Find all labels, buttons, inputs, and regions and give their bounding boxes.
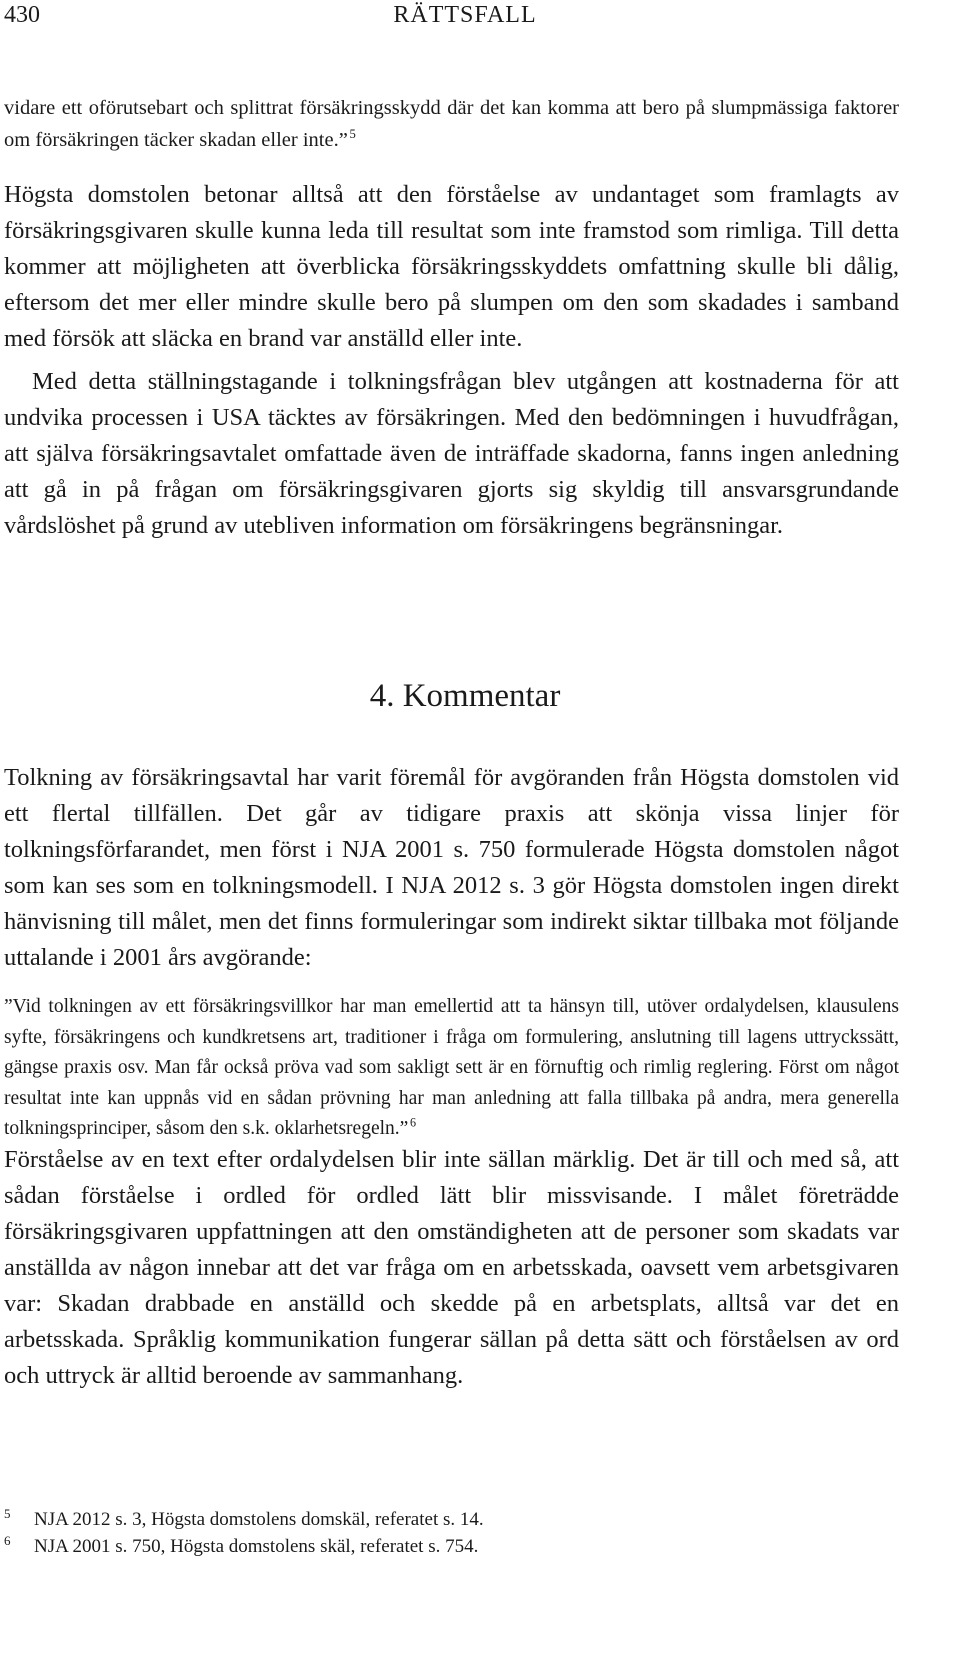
paragraph-2: Med detta ställningstagande i tolkningsfrågan blev utgången att kostnaderna för att undvika processen i USA täcktes av försäkringen. Med den bedömningen i huvudfrågan, att själva försäkringsavtalet omfattade även de inträffade skadorna, fanns ingen anledning att gå in på frågan om försäkringsgivaren gjorts sig skyldig till ansvarsgrundande vårdslöshet på grund av utebliven information om försäkringens begränsningar. xyxy=(4,368,899,539)
paragraph-3: Tolkning av försäkringsavtal har varit föremål för avgöranden från Högsta domstolen vid ett flertal tillfällen. Det går av tidigare praxis att skönja vissa linjer för tolkningsförfarandet, men först i NJA 2001 s. 750 formulerade Högsta domstolen något som kan ses som en tolkningsmodell. I NJA 2012 s. 3 gör Högsta domstolen ingen direkt hänvisning till målet, men det finns formuleringar som indirekt siktar tillbaka mot följande uttalande i 2001 års avgörande: xyxy=(4,764,899,971)
paragraph-4: Förståelse av en text efter ordalydelsen blir inte sällan märklig. Det är till och med så, att sådan förståelse i ordled för ordled lätt blir missvisande. I målet företrädde försäkringsgivaren uppfattningen att den omständigheten att de personer som skadats var anställda av någon innebar att det var fråga om en arbetsskada, oavsett vem arbetsgivaren var: Skadan drabbade en anställd och skedde på en arbetsplats, alltså var det en arbetsskada. Språklig kommunikation fungerar sällan på detta sätt och förståelsen av ord och uttryck är alltid beroende av sammanhang. xyxy=(4,1146,899,1389)
footnote-ref-6: 6 xyxy=(409,1115,416,1130)
lead-paragraph-text: vidare ett oförutsebart och splittrat försäkringsskydd där det kan komma att bero på slumpmässiga faktorer om försäkringen täcker skadan eller inte.” xyxy=(4,97,899,151)
page-header xyxy=(0,0,960,40)
footnote xyxy=(4,1506,899,1533)
footnotes xyxy=(4,1506,899,1560)
footnote-number: 6 xyxy=(4,1533,11,1548)
footnote-text: NJA 2012 s. 3, Högsta domstolens domskäl, referatet s. 14. xyxy=(34,1509,484,1530)
lead-paragraph xyxy=(4,92,899,156)
footnote-number: 5 xyxy=(4,1506,11,1521)
paragraph-1: Högsta domstolen betonar alltså att den förståelse av undantaget som framlagts av försäkringsgivaren skulle kunna leda till resultat som inte framstod som rimliga. Till detta kommer att möjligheten att överblicka försäkringsskyddets omfattning skulle bli dålig, eftersom det mer eller mindre skulle bero på slumpen om den som skadades i samband med försök att släcka en brand var anställd eller inte. xyxy=(4,181,899,352)
page-number: 430 xyxy=(4,2,40,28)
block-quote-text: ”Vid tolkningen av ett försäkringsvillkor har man emellertid att ta hänsyn till, utöver ordalydelsen, klausulens syfte, försäkringens och kundkretsens art, traditioner i fråga om formulering, anslutning till lagens uttryckssätt, gängse praxis osv. Man får också pröva vad som sakligt sett är en förnuftig och rimlig reglering. Först om något resultat inte kan uppnås vid en sådan prövning har man anledning att falla tillbaka på andra, mera generella tolkningsprinciper, såsom den s.k. oklarhetsregeln.” xyxy=(4,996,899,1139)
footnote-ref-5: 5 xyxy=(349,127,356,142)
running-head: RÄTTSFALL xyxy=(393,2,537,28)
footnote xyxy=(4,1533,899,1560)
footnote-text: NJA 2001 s. 750, Högsta domstolens skäl, referatet s. 754. xyxy=(34,1536,479,1557)
block-quote xyxy=(4,992,899,1145)
section-heading: 4. Kommentar xyxy=(369,678,561,714)
